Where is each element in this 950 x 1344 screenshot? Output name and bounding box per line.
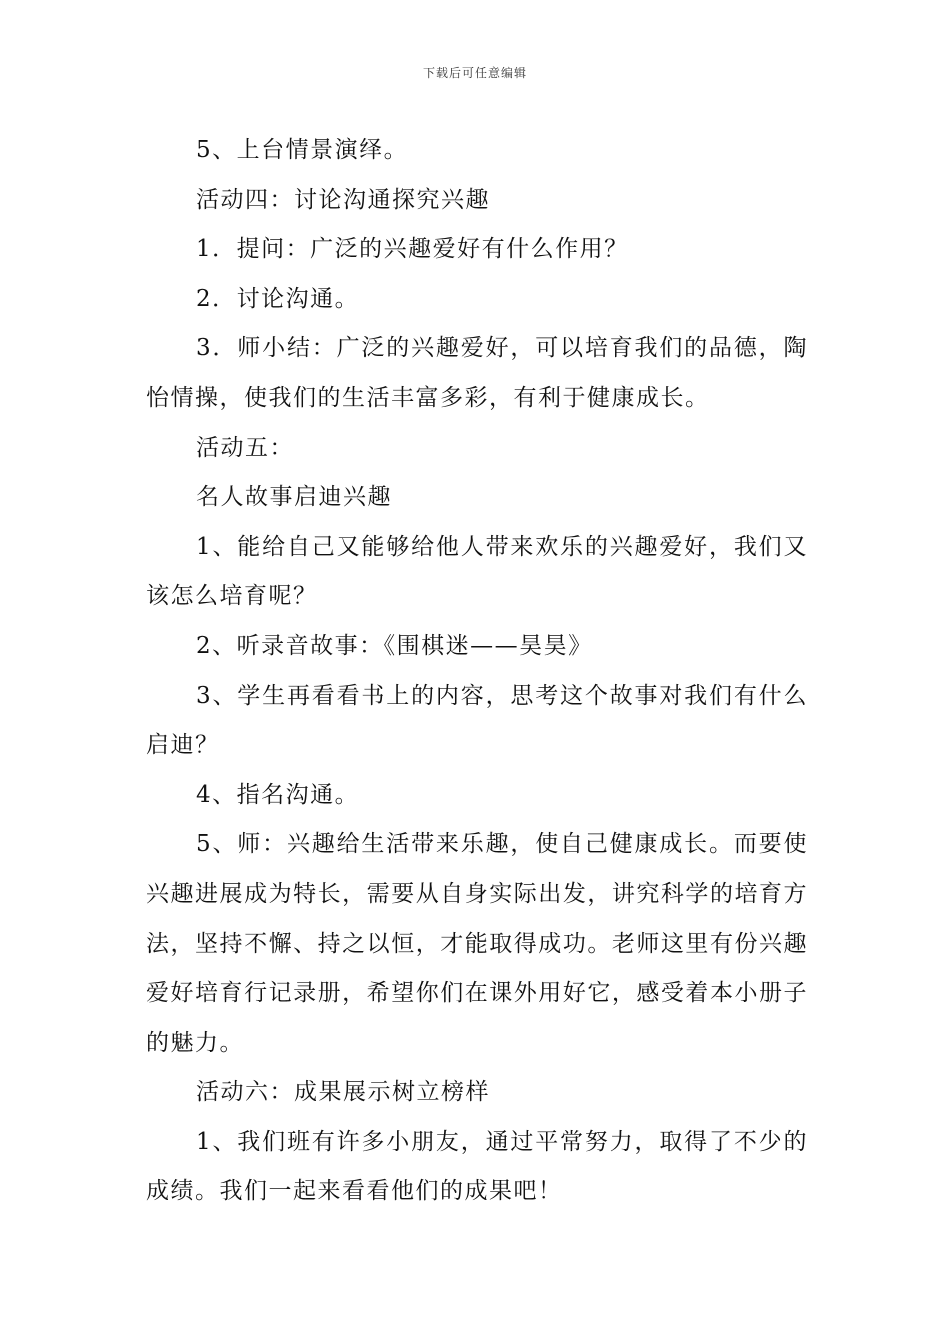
section-subheading: 名人故事启迪兴趣 [196,484,392,511]
paragraph: 3、学生再看看书上的内容，思考这个故事对我们有什么启迪？ [146,682,808,759]
paragraph: 4、指名沟通。 [196,781,360,808]
paragraph: 5、上台情景演绎。 [196,137,409,163]
paragraph: 2、听录音故事：《围棋迷——昊昊》 [196,632,593,659]
document-body [146,126,808,1217]
section-heading: 活动四：讨论沟通探究兴趣 [196,186,490,213]
paragraph: 1、我们班有许多小朋友，通过平常努力，取得了不少的成绩。我们一起来看看他们的成果吧！ [146,1128,808,1205]
paragraph: 1．提问：广泛的兴趣爱好有什么作用？ [196,236,629,263]
paragraph: 3．师小结：广泛的兴趣爱好，可以培育我们的品德，陶怡情操，使我们的生活丰富多彩，有利于健康成长。 [146,335,808,411]
section-heading: 活动五： [196,434,294,461]
paragraph: 5、师：兴趣给生活带来乐趣，使自己健康成长。而要使兴趣进展成为特长，需要从自身实际出发，讲究科学的培育方法，坚持不懈、持之以恒，才能取得成功。老师这里有份兴趣爱好培育行记录册，希望你们在课外用好它，感受着本小册子的魅力。 [146,831,808,1056]
paragraph: 1、能给自己又能够给他人带来欢乐的兴趣爱好，我们又该怎么培育呢？ [146,533,808,610]
paragraph: 2．讨论沟通。 [196,285,360,312]
page-header: 下载后可任意编辑 [422,66,527,80]
section-heading: 活动六：成果展示树立榜样 [196,1079,490,1106]
